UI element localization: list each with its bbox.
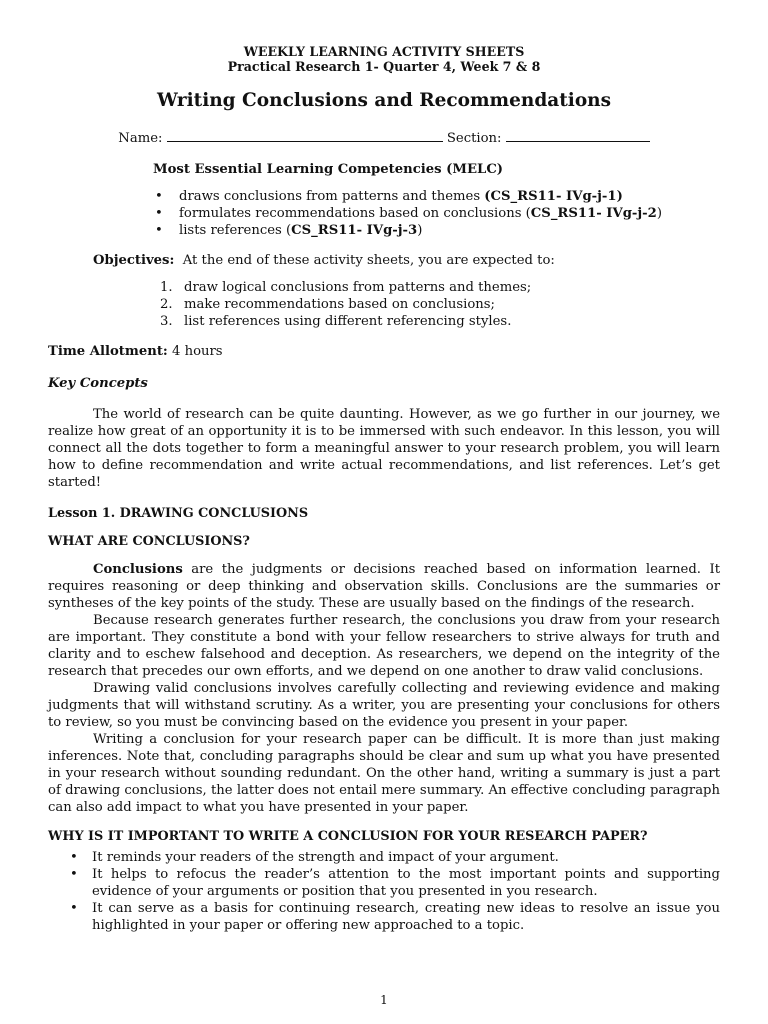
objective-item: 1. draw logical conclusions from patterns and themes; (160, 280, 532, 295)
time-label: Time Allotment: (48, 344, 168, 359)
research-paragraph: Because research generates further research, the conclusions you draw from your research are important. They constitute a bond with your fellow researchers to strive always for truth and clarity and to eschew falsehood and deception. As researchers, we depend on the integrity of the research that precedes our own efforts, and we depend on one another to draw valid conclusions. (48, 613, 720, 679)
section-label: Section: (446, 131, 502, 146)
objectives-list (160, 279, 720, 330)
objectives-line (93, 252, 720, 269)
header-line-2: Practical Research 1- Quarter 4, Week 7 & 8 (227, 59, 541, 74)
page-title: Writing Conclusions and Recommendations (156, 90, 612, 111)
objective-item: 2. make recommendations based on conclusions; (160, 297, 495, 312)
name-blank (167, 130, 443, 142)
melc-item: • draws conclusions from patterns and themes (CS_RS11- IVg-j-1) (153, 188, 720, 205)
melc-item: • formulates recommendations based on conclusions (CS_RS11- IVg-j-2) (153, 205, 720, 222)
page-number: 1 (380, 993, 388, 1007)
header-line-1: WEEKLY LEARNING ACTIVITY SHEETS (243, 44, 525, 59)
why-item: • It reminds your readers of the strength and impact of your argument. (68, 849, 720, 866)
time-allotment (48, 343, 720, 360)
why-item: • It can serve as a basis for continuing research, creating new ideas to resolve an issue you highlighted in your paper or offering new approached to a topic. (68, 900, 720, 934)
why-item: • It helps to refocus the reader’s attention to the most important points and supporting evidence of your arguments or position that you presented in you research. (68, 866, 720, 900)
writing-conclusion-paragraph: Writing a conclusion for your research paper can be difficult. It is more than just making inferences. Note that, concluding paragraphs should be clear and sum up what you have presented in your research without sounding redundant. On the other hand, writing a summary is just a part of drawing conclusions, the latter does not entail mere summary. An effective concluding paragraph can also add impact to what you have presented in your paper. (48, 732, 720, 815)
melc-list (153, 188, 720, 239)
what-are-conclusions-heading: WHAT ARE CONCLUSIONS? (48, 534, 250, 549)
key-concepts-heading: Key Concepts (48, 376, 148, 391)
time-value: 4 hours (167, 344, 223, 359)
melc-heading: Most Essential Learning Competencies (MELC) (153, 162, 504, 177)
intro-paragraph: The world of research can be quite daunting. However, as we go further in our journey, we realize how great of an opportunity it is to be immersed with such endeavor. In this lesson, you will connect all the dots together to form a meaningful answer to your research problem, you will learn how to define recommendation and write actual recommendations, and list references. Let’s get started! (48, 407, 720, 490)
name-label: Name: (118, 131, 163, 146)
name-section-line (48, 130, 720, 147)
section-blank (506, 130, 650, 142)
objective-item: 3. list references using different referencing styles. (160, 314, 512, 329)
why-important-heading: WHY IS IT IMPORTANT TO WRITE A CONCLUSION FOR YOUR RESEARCH PAPER? (48, 829, 648, 844)
objectives-label: Objectives: (93, 253, 175, 268)
objectives-intro: At the end of these activity sheets, you are expected to: (182, 253, 555, 268)
valid-conclusions-paragraph: Drawing valid conclusions involves carefully collecting and reviewing evidence and making judgments that will withstand scrutiny. As a writer, you are presenting your conclusions for others to review, so you must be convincing based on the evidence you present in your paper. (48, 681, 720, 730)
why-list (68, 849, 720, 934)
lesson-heading: Lesson 1. DRAWING CONCLUSIONS (48, 506, 309, 521)
melc-item: • lists references (CS_RS11- IVg-j-3) (153, 222, 720, 239)
conclusions-paragraph: Conclusions are the judgments or decisions reached based on information learned. It requires reasoning or deep thinking and observation skills. Conclusions are the summaries or syntheses of the key points of the study. These are usually based on the findings of the research. (48, 562, 720, 611)
